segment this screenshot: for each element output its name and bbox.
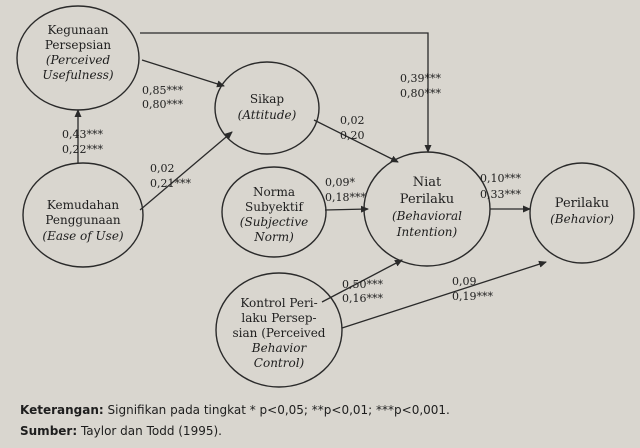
norm-label-4: Norm): [254, 230, 294, 244]
edge-usefulness-attitude: [142, 60, 224, 86]
caption-source-label: Sumber:: [20, 424, 78, 438]
coef-intention-behavior-2: 0,33***: [480, 188, 521, 201]
coef-attitude-intention-1: 0,02: [340, 114, 365, 127]
coef-intention-behavior-1: 0,10***: [480, 172, 521, 185]
edge-norm-intention: [325, 209, 368, 210]
coef-norm-intention-2: 0,18***: [325, 191, 366, 204]
coef-control-behavior-1: 0,09: [452, 275, 477, 288]
coef-norm-intention-1: 0,09*: [325, 176, 355, 189]
coef-attitude-intention-2: 0,20: [340, 129, 365, 142]
attitude-label-1: Sikap: [249, 92, 285, 106]
coef-usefulness-intention-2: 0,80***: [400, 87, 441, 100]
behavior-label-2: (Behavior): [550, 212, 614, 226]
coef-ease-attitude-2: 0,21***: [150, 177, 191, 190]
control-label-3: sian (Perceived: [232, 326, 326, 340]
intention-label-3: (Behavioral: [391, 209, 463, 223]
coef-control-intention-1: 0,50***: [342, 278, 383, 291]
control-label-1: Kontrol Peri-: [240, 296, 318, 310]
coef-usefulness-attitude-1: 0,85***: [142, 84, 183, 97]
norm-label-1: Norma: [253, 185, 295, 199]
norm-label-3: (Subjective: [239, 215, 309, 229]
attitude-label-2: (Attitude): [237, 108, 297, 122]
ease-label-2: Penggunaan: [45, 213, 121, 227]
caption-note: [20, 403, 450, 417]
ease-label-1: Kemudahan: [46, 198, 120, 212]
coef-ease-usefulness-1: 0,43***: [62, 128, 103, 141]
behavior-label-1: Perilaku: [554, 196, 610, 211]
intention-label-1: Niat: [412, 175, 442, 190]
usefulness-label-3: (Perceived: [45, 53, 111, 67]
norm-label-2: Subyektif: [245, 200, 303, 214]
control-label-4: Behavior: [251, 341, 307, 355]
usefulness-label-1: Kegunaan: [47, 23, 109, 37]
coef-ease-usefulness-2: 0,22***: [62, 143, 103, 156]
control-label-2: laku Persep-: [241, 311, 317, 325]
coef-control-behavior-2: 0,19***: [452, 290, 493, 303]
coef-control-intention-2: 0,16***: [342, 292, 383, 305]
control-label-5: Control): [253, 356, 305, 370]
caption-note-text: Signifikan pada tingkat * p<0,05; **p<0,01; ***p<0,001.: [103, 403, 450, 417]
usefulness-label-4: Usefulness): [42, 68, 114, 82]
coef-usefulness-intention-1: 0,39***: [400, 72, 441, 85]
intention-label-2: Perilaku: [399, 192, 455, 207]
caption-source: [20, 424, 222, 438]
caption-note-label: Keterangan:: [20, 403, 104, 417]
intention-label-4: Intention): [396, 225, 458, 239]
ease-label-3: (Ease of Use): [42, 229, 124, 243]
coef-ease-attitude-1: 0,02: [150, 162, 175, 175]
coef-usefulness-attitude-2: 0,80***: [142, 98, 183, 111]
caption-source-text: Taylor dan Todd (1995).: [77, 424, 222, 438]
usefulness-label-2: Persepsian: [44, 38, 112, 52]
